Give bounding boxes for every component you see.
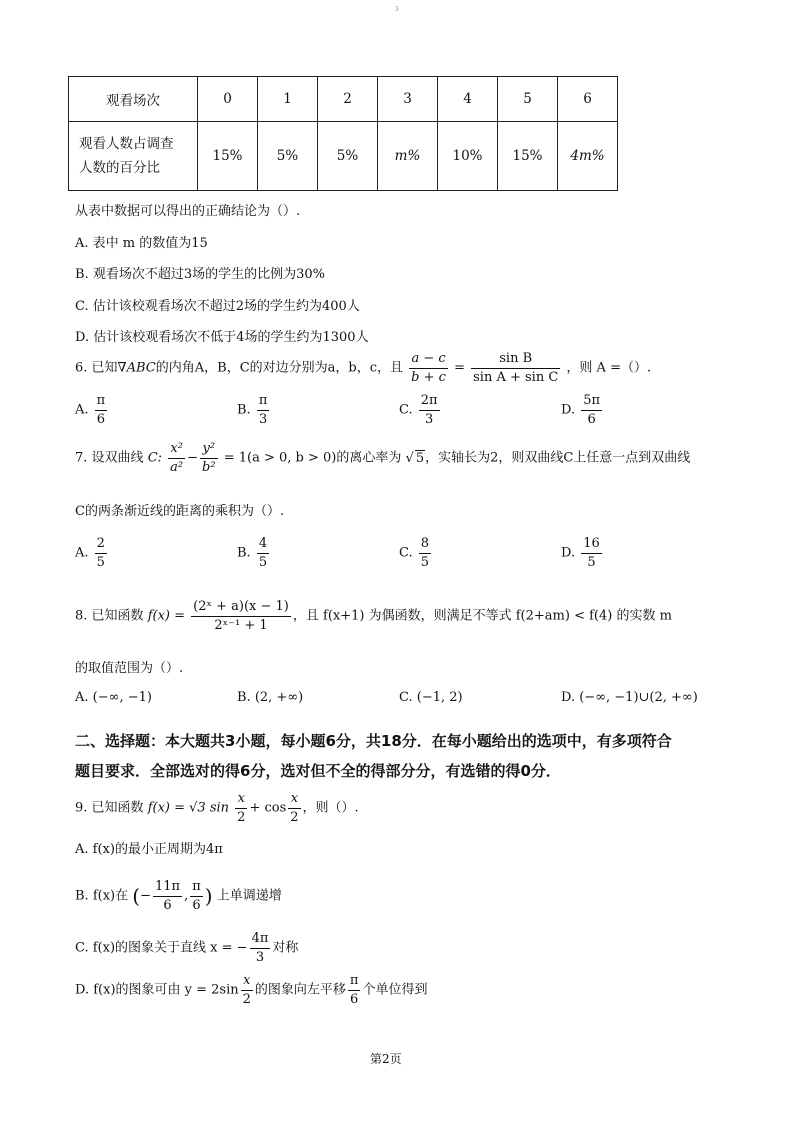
option-label: A. [75, 402, 89, 418]
fraction-numerator: 5π [581, 392, 602, 411]
q8-stem-line2: 的取值范围为（）. [75, 661, 184, 676]
q5-option-b: B. 观看场次不超过3场的学生的比例为30% [75, 267, 325, 282]
fraction-denominator: 6 [96, 411, 106, 427]
option-text: 的图象向左平移 [254, 982, 346, 998]
table-row [69, 122, 618, 191]
fraction-denominator: 6 [350, 991, 359, 1007]
q7-option-d [561, 535, 604, 571]
q8-fraction [191, 598, 291, 634]
fraction-numerator: x² [168, 440, 185, 459]
table-cell: 5% [318, 122, 378, 191]
option-label: D. [561, 545, 576, 561]
q9-stem [75, 790, 359, 826]
option-fraction [581, 392, 602, 428]
fraction-denominator: a² [170, 459, 184, 475]
q8-mid: ，且 f(x+1) 为偶函数，则满足不等式 f(2+am) < f(4) 的实数 m [292, 608, 672, 624]
q7-option-b [237, 535, 271, 571]
option-label: C. [399, 690, 413, 705]
table-cell: 0 [198, 77, 258, 122]
q6-option-b [237, 392, 271, 428]
fraction-denominator: 2 [237, 809, 246, 825]
q7-stem-line2: C的两条渐近线的距离的乘积为（）. [75, 504, 285, 519]
option-text: C. f(x)的图象关于直线 x = − [75, 940, 248, 956]
table-cell: 15% [198, 122, 258, 191]
half-angle-fraction [288, 790, 300, 826]
fraction-numerator: sin B [471, 350, 560, 369]
fraction-numerator: π [257, 392, 270, 411]
option-text: B. f(x)在 [75, 888, 129, 904]
fraction-denominator: 5 [587, 554, 596, 570]
table-cell: m% [378, 122, 438, 191]
q7-option-c [399, 535, 433, 571]
q6-abc: ABC [126, 360, 156, 376]
table-header-percentage [69, 122, 198, 191]
q9-lead: 9. 已知函数 [75, 800, 144, 816]
fraction-denominator: 6 [163, 897, 172, 913]
q5-stem: 从表中数据可以得出的正确结论为（）. [75, 204, 301, 219]
table-header-sessions: 观看场次 [69, 77, 198, 122]
q6-stem: 6. 已知∇ABC的内角A，B，C的对边分别为a，b，c，且 $\frac{a - c}{b + c}$ = $\frac{\text{sin B}}{\text{sin A + sin C}}$ ，则 A =（）. [75, 351, 652, 385]
option-text: D. f(x)的图象可由 y = 2sin [75, 982, 239, 998]
table-row [69, 77, 618, 122]
fraction-numerator: a − c [409, 350, 448, 369]
q6-rhs-fraction [471, 350, 560, 386]
fraction-denominator: 2ˣ⁻¹ + 1 [214, 617, 268, 633]
q5-option-a: A. 表中 m 的数值为15 [75, 236, 208, 251]
fraction-numerator: π [190, 878, 203, 897]
option-text: 上单调递增 [216, 888, 282, 904]
fraction-denominator: 3 [258, 411, 268, 427]
table-cell: 15% [498, 122, 558, 191]
fraction-denominator: sin A + sin C [473, 369, 559, 385]
table-cell: 2 [318, 77, 378, 122]
q6-mid: 的内角A，B，C的对边分别为a，b，c，且 [155, 360, 404, 376]
option-text: (2, +∞) [254, 690, 304, 705]
option-fraction [419, 535, 431, 571]
q9-tail: ，则（）. [302, 800, 359, 816]
viewing-stats-table [68, 76, 618, 191]
option-label: C. [399, 402, 413, 418]
fraction-denominator: 2 [242, 991, 251, 1007]
option-label: D. [561, 402, 576, 418]
fraction-numerator: π [348, 972, 361, 991]
q8-option-b [237, 690, 303, 705]
header-line: 人数的百分比 [79, 160, 160, 176]
fraction-denominator: 3 [255, 949, 265, 965]
option-fraction [581, 535, 602, 571]
q7-x-fraction [168, 440, 185, 476]
fraction-numerator: x [235, 790, 247, 809]
q6-option-a [75, 392, 109, 428]
option-text: (−1, 2) [416, 690, 463, 705]
fraction-denominator: 5 [96, 554, 105, 570]
fraction-numerator: 4π [250, 930, 271, 949]
q7-condition: = 1(a > 0, b > 0) [223, 450, 337, 466]
q7-mid: 的离心率为 [336, 450, 402, 466]
fraction-denominator: 2 [290, 809, 299, 825]
option-fraction [95, 392, 108, 428]
option-label: B. [237, 690, 251, 705]
fraction-numerator: y² [200, 440, 218, 459]
fraction-denominator: 6 [587, 411, 596, 427]
interval-fraction [190, 878, 203, 914]
q6-option-d [561, 392, 604, 428]
half-angle-fraction [241, 972, 253, 1008]
fraction-denominator: 5 [420, 554, 430, 570]
q5-option-c: C. 估计该校观看场次不超过2场的学生约为400人 [75, 299, 360, 314]
option-fraction [95, 535, 107, 571]
fraction-denominator: 3 [425, 411, 434, 427]
sqrt-expression: √ 5 [405, 450, 425, 466]
q9-option-a: A. f(x)的最小正周期为4π [75, 842, 223, 857]
fraction-numerator: 11π [153, 878, 182, 897]
option-text: (−∞, −1)∪(2, +∞) [579, 690, 698, 705]
q8-option-a [75, 690, 152, 705]
section-heading-line2: 题目要求．全部选对的得6分，选对但不全的得部分分，有选错的得0分． [75, 762, 561, 780]
page-top-mark: 3 [395, 6, 399, 13]
fraction-numerator: x [288, 790, 300, 809]
table-cell: 5 [498, 77, 558, 122]
option-fraction [250, 930, 271, 966]
fraction-denominator: b + c [411, 369, 446, 385]
q6-option-c [399, 392, 442, 428]
q8-stem [75, 598, 672, 634]
option-label: B. [237, 402, 251, 418]
sqrt-radicand: 5 [415, 450, 425, 466]
table-cell: 6 [558, 77, 618, 122]
option-text: (−∞, −1) [92, 690, 152, 705]
q9-option-d [75, 972, 427, 1008]
fraction-numerator: 4 [257, 535, 269, 554]
option-label: B. [237, 545, 251, 561]
q6-lhs-fraction [409, 350, 448, 386]
fraction-numerator: 8 [419, 535, 431, 554]
option-fraction [348, 972, 361, 1008]
fraction-denominator: b² [202, 459, 216, 475]
table-cell: 5% [258, 122, 318, 191]
fraction-numerator: (2ˣ + a)(x − 1) [191, 598, 291, 617]
q6-tail: ，则 A =（）. [566, 360, 652, 376]
fraction-numerator: 16 [581, 535, 602, 554]
page-footer: 第2页 [370, 1052, 402, 1066]
section-heading: 二、选择题：本大题共3小题，每小题6分，共18分．在每小题给出的选项中，有多项符合 [75, 732, 672, 750]
q7-lead: 7. 设双曲线 [75, 450, 144, 466]
fraction-numerator: π [95, 392, 108, 411]
option-fraction [257, 392, 270, 428]
option-fraction [257, 535, 269, 571]
header-line: 观看人数占调查 [79, 136, 174, 152]
option-label: A. [75, 545, 89, 561]
table-cell: 4m% [558, 122, 618, 191]
q8-lead: 8. 已知函数 [75, 608, 144, 624]
fraction-numerator: x [241, 972, 253, 991]
q5-option-d: D. 估计该校观看场次不低于4场的学生约为1300人 [75, 330, 369, 345]
table-cell: 3 [378, 77, 438, 122]
q7-y-fraction [200, 440, 218, 476]
fraction-numerator: 2 [95, 535, 107, 554]
table-cell: 4 [438, 77, 498, 122]
q6-lead: 6. 已知∇ [75, 360, 127, 376]
fraction-denominator: 5 [258, 554, 268, 570]
q8-option-c [399, 690, 463, 705]
q9-option-c [75, 930, 298, 966]
q7-stem: 7. 设双曲线 C: $\frac{\text{x²}}{\text{a²}}$ − $\frac{\text{y²}}{\text{b²}}$ = 1(a > 0, b > 0)的离心率为 √ 5，实轴长为2，则双曲线C上任意一点到双曲线 [75, 441, 691, 475]
option-label: C. [399, 545, 413, 561]
fraction-numerator: 2π [419, 392, 440, 411]
option-fraction [419, 392, 440, 428]
q7-option-a [75, 535, 109, 571]
q7-curve: C: [147, 450, 163, 466]
q9-option-b: B. f(x)在 (− $\frac{11\pi}{6}$ , $\frac{\pi}{6}$ ) 上单调递增 [75, 879, 282, 913]
half-angle-fraction [235, 790, 247, 826]
q9-plus: + cos [249, 800, 287, 816]
q8-option-d [561, 690, 698, 705]
option-text: 个单位得到 [362, 982, 428, 998]
q7-tail: ，实轴长为2，则双曲线C上任意一点到双曲线 [425, 450, 691, 466]
q9-function: f(x) = √3 sin [147, 800, 230, 816]
interval-fraction [153, 878, 182, 914]
option-text: 对称 [272, 940, 299, 956]
option-label: D. [561, 690, 576, 705]
q8-function: f(x) = [147, 608, 185, 624]
option-label: A. [75, 690, 89, 705]
table-cell: 1 [258, 77, 318, 122]
table-cell: 10% [438, 122, 498, 191]
fraction-denominator: 6 [192, 897, 201, 913]
